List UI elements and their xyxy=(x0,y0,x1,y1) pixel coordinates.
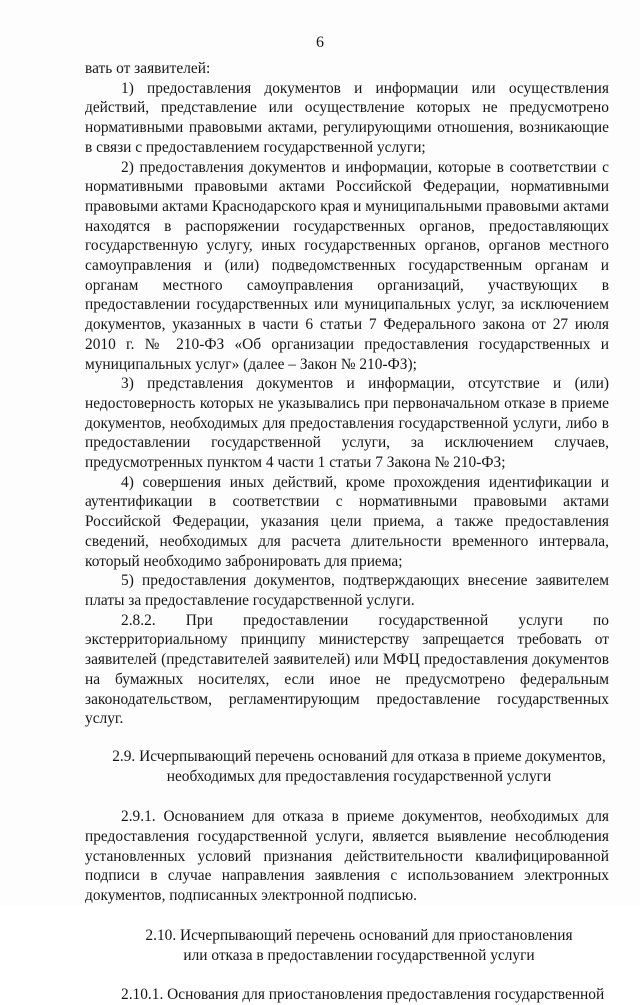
paragraph-2-8-2: 2.8.2. При предоставлении государственной услуги по экстерриториальному принципу министерству запрещается требовать от заявителей (представителей заявителей) или МФЦ предоставления документов на бумажных носителях, если иное не предусмотрено федеральным законодательством, регламентирующим предоставление государственных услуг. xyxy=(85,611,609,728)
paragraph-2-10-1: 2.10.1. Основания для приостановления предоставления государственной xyxy=(121,986,605,1004)
heading-2-9-line1: 2.9. Исчерпывающий перечень оснований для отказа в приеме документов, xyxy=(112,747,606,765)
heading-2-10-line2: или отказа в предоставлении государственной услуги xyxy=(183,946,535,964)
heading-2-10-line1: 2.10. Исчерпывающий перечень оснований для приостановления xyxy=(145,926,573,944)
list-item-5: 5) предоставления документов, подтверждающих внесение заявителем платы за предоставление государственной услуги. xyxy=(85,572,609,609)
document-body xyxy=(85,59,609,1005)
section-heading-2-9 xyxy=(85,747,609,786)
section-heading-2-10 xyxy=(85,926,609,965)
paragraph-2-9-1: 2.9.1. Основанием для отказа в приеме документов, необходимых для предоставления государственной услуги, является выявление несоблюдения установленных условий признания действительности квалифицированной подписи в случае направления заявления с использованием электронных документов, подписанных электронной подписью. xyxy=(85,808,609,905)
page-number: 6 xyxy=(316,34,324,51)
paragraph-continuation: вать от заявителей: xyxy=(85,60,211,77)
list-item-4: 4) совершения иных действий, кроме прохождения идентификации и аутентификации в соответствии с нормативными правовыми актами Российской Федерации, указания цели приема, а также предоставления сведений, необходимых для расчета длительности временного интервала, который необходимо забронировать для приема; xyxy=(85,473,609,570)
list-item-3: 3) представления документов и информации, отсутствие и (или) недостоверность которых не указывались при первоначальном отказе в приеме документов, необходимых для предоставления государственной услуги, либо в предоставлении государственной услуги, за исключением случаев, предусмотренных пунктом 4 части 1 статьи 7 Закона № 210-ФЗ; xyxy=(85,375,609,472)
list-item-1: 1) предоставления документов и информации или осуществления действий, представление или осуществление которых не предусмотрено нормативными правовыми актами, регулирующими отношения, возникающие в связи с предоставлением государственной услуги; xyxy=(85,79,609,156)
heading-2-9-line2: необходимых для предоставления государственной услуги xyxy=(166,767,552,785)
list-item-2: 2) предоставления документов и информации, которые в соответствии с нормативными правовыми актами Российской Федерации, нормативными правовыми актами Краснодарского края и муниципальными правовыми актами находятся в распоряжении государственных органов, предоставляющих государственную услугу, иных государственных органов, органов местного самоуправления и (или) подведомственных государственным органам и органам местного самоуправления организаций, участвующих в предоставлении государственных или муниципальных услуг, за исключением документов, указанных в части 6 статьи 7 Федерального закона от 27 июля 2010 г. № 210-ФЗ «Об организации предоставления государственных и муниципальных услуг» (далее – Закон № 210-ФЗ); xyxy=(85,158,609,373)
